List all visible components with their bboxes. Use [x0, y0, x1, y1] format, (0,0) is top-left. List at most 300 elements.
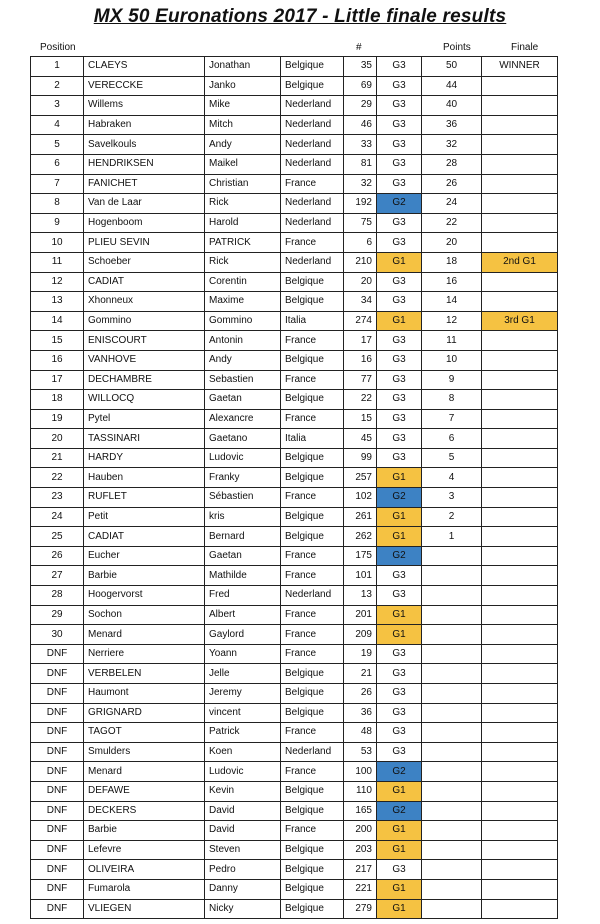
group-cell: G3	[377, 860, 422, 880]
finale-cell	[482, 390, 558, 410]
country-cell: Belgique	[281, 860, 344, 880]
number-cell: 21	[344, 664, 377, 684]
name-cell: VLIEGEN	[84, 899, 205, 919]
group-cell: G1	[377, 311, 422, 331]
finale-cell	[482, 703, 558, 723]
group-cell: G2	[377, 546, 422, 566]
country-cell: Italia	[281, 311, 344, 331]
points-cell: 6	[422, 429, 482, 449]
number-cell: 99	[344, 448, 377, 468]
firstname-cell: Danny	[205, 879, 281, 899]
country-cell: Belgique	[281, 292, 344, 312]
position-cell: 19	[31, 409, 84, 429]
group-cell: G3	[377, 370, 422, 390]
points-cell: 10	[422, 350, 482, 370]
group-cell: G3	[377, 174, 422, 194]
country-cell: Belgique	[281, 664, 344, 684]
firstname-cell: Ludovic	[205, 448, 281, 468]
position-cell: DNF	[31, 879, 84, 899]
country-cell: Nederland	[281, 742, 344, 762]
name-cell: Habraken	[84, 115, 205, 135]
firstname-cell: Nicky	[205, 899, 281, 919]
points-cell	[422, 703, 482, 723]
number-cell: 69	[344, 76, 377, 96]
finale-cell	[482, 762, 558, 782]
group-cell: G1	[377, 625, 422, 645]
group-cell: G3	[377, 213, 422, 233]
finale-cell	[482, 644, 558, 664]
number-cell: 26	[344, 684, 377, 704]
country-cell: Belgique	[281, 840, 344, 860]
country-cell: Nederland	[281, 96, 344, 116]
table-row	[31, 292, 558, 312]
name-cell: DEFAWE	[84, 781, 205, 801]
number-cell: 16	[344, 350, 377, 370]
country-cell: Belgique	[281, 390, 344, 410]
name-cell: CADIAT	[84, 527, 205, 547]
finale-cell	[482, 409, 558, 429]
name-cell: TASSINARI	[84, 429, 205, 449]
points-cell	[422, 605, 482, 625]
points-cell	[422, 586, 482, 606]
name-cell: DECHAMBRE	[84, 370, 205, 390]
points-cell: 14	[422, 292, 482, 312]
name-cell: Smulders	[84, 742, 205, 762]
points-cell: 32	[422, 135, 482, 155]
name-cell: Menard	[84, 762, 205, 782]
group-cell: G3	[377, 272, 422, 292]
finale-cell	[482, 742, 558, 762]
position-cell: 9	[31, 213, 84, 233]
header-position: Position	[40, 42, 76, 53]
number-cell: 6	[344, 233, 377, 253]
finale-cell	[482, 292, 558, 312]
country-cell: Nederland	[281, 115, 344, 135]
number-cell: 279	[344, 899, 377, 919]
position-cell: 14	[31, 311, 84, 331]
group-cell: G3	[377, 644, 422, 664]
group-cell: G3	[377, 96, 422, 116]
country-cell: France	[281, 331, 344, 351]
position-cell: 22	[31, 468, 84, 488]
points-cell	[422, 899, 482, 919]
position-cell: DNF	[31, 762, 84, 782]
country-cell: Belgique	[281, 527, 344, 547]
group-cell: G3	[377, 135, 422, 155]
table-row	[31, 703, 558, 723]
country-cell: Belgique	[281, 448, 344, 468]
firstname-cell: Mitch	[205, 115, 281, 135]
group-cell: G3	[377, 566, 422, 586]
name-cell: CLAEYS	[84, 57, 205, 77]
points-cell: 26	[422, 174, 482, 194]
table-row	[31, 429, 558, 449]
firstname-cell: Pedro	[205, 860, 281, 880]
table-row	[31, 566, 558, 586]
points-cell	[422, 566, 482, 586]
points-cell	[422, 879, 482, 899]
number-cell: 100	[344, 762, 377, 782]
number-cell: 45	[344, 429, 377, 449]
table-row	[31, 840, 558, 860]
name-cell: HENDRIKSEN	[84, 154, 205, 174]
group-cell: G3	[377, 429, 422, 449]
country-cell: France	[281, 605, 344, 625]
finale-cell	[482, 350, 558, 370]
table-row	[31, 625, 558, 645]
finale-cell	[482, 233, 558, 253]
table-row	[31, 194, 558, 214]
firstname-cell: Franky	[205, 468, 281, 488]
firstname-cell: Andy	[205, 350, 281, 370]
group-cell: G3	[377, 57, 422, 77]
table-row	[31, 213, 558, 233]
table-row	[31, 527, 558, 547]
page-title: MX 50 Euronations 2017 - Little finale results	[93, 6, 507, 27]
results-table	[30, 56, 558, 919]
finale-cell	[482, 664, 558, 684]
points-cell	[422, 742, 482, 762]
country-cell: France	[281, 821, 344, 841]
name-cell: WILLOCQ	[84, 390, 205, 410]
points-cell: 24	[422, 194, 482, 214]
points-cell: 11	[422, 331, 482, 351]
points-cell: 4	[422, 468, 482, 488]
group-cell: G1	[377, 821, 422, 841]
finale-cell	[482, 860, 558, 880]
firstname-cell: vincent	[205, 703, 281, 723]
name-cell: DECKERS	[84, 801, 205, 821]
table-row	[31, 781, 558, 801]
position-cell: 15	[31, 331, 84, 351]
position-cell: 13	[31, 292, 84, 312]
header-number: #	[356, 42, 362, 53]
finale-cell: WINNER	[482, 57, 558, 77]
finale-cell	[482, 625, 558, 645]
table-row	[31, 605, 558, 625]
country-cell: Nederland	[281, 194, 344, 214]
table-row	[31, 879, 558, 899]
position-cell: 30	[31, 625, 84, 645]
firstname-cell: Alexancre	[205, 409, 281, 429]
points-cell: 40	[422, 96, 482, 116]
country-cell: Nederland	[281, 154, 344, 174]
points-cell: 50	[422, 57, 482, 77]
finale-cell	[482, 507, 558, 527]
firstname-cell: Gaetan	[205, 390, 281, 410]
table-row	[31, 586, 558, 606]
country-cell: Belgique	[281, 801, 344, 821]
firstname-cell: Bernard	[205, 527, 281, 547]
country-cell: Belgique	[281, 76, 344, 96]
points-cell: 7	[422, 409, 482, 429]
position-cell: DNF	[31, 703, 84, 723]
finale-cell	[482, 821, 558, 841]
table-row	[31, 154, 558, 174]
group-cell: G3	[377, 664, 422, 684]
table-row	[31, 468, 558, 488]
points-cell	[422, 801, 482, 821]
name-cell: Savelkouls	[84, 135, 205, 155]
group-cell: G3	[377, 233, 422, 253]
points-cell	[422, 684, 482, 704]
firstname-cell: Janko	[205, 76, 281, 96]
group-cell: G1	[377, 468, 422, 488]
name-cell: OLIVEIRA	[84, 860, 205, 880]
name-cell: VANHOVE	[84, 350, 205, 370]
name-cell: Haumont	[84, 684, 205, 704]
finale-cell	[482, 448, 558, 468]
finale-cell	[482, 272, 558, 292]
group-cell: G3	[377, 723, 422, 743]
position-cell: 28	[31, 586, 84, 606]
position-cell: 11	[31, 252, 84, 272]
finale-cell	[482, 899, 558, 919]
position-cell: 25	[31, 527, 84, 547]
name-cell: HARDY	[84, 448, 205, 468]
points-cell: 1	[422, 527, 482, 547]
finale-cell: 3rd G1	[482, 311, 558, 331]
firstname-cell: Koen	[205, 742, 281, 762]
name-cell: Lefevre	[84, 840, 205, 860]
firstname-cell: Kevin	[205, 781, 281, 801]
country-cell: Belgique	[281, 703, 344, 723]
firstname-cell: Rick	[205, 252, 281, 272]
number-cell: 22	[344, 390, 377, 410]
position-cell: 21	[31, 448, 84, 468]
number-cell: 201	[344, 605, 377, 625]
table-row	[31, 272, 558, 292]
firstname-cell: Jelle	[205, 664, 281, 684]
points-cell: 3	[422, 488, 482, 508]
group-cell: G2	[377, 762, 422, 782]
firstname-cell: Albert	[205, 605, 281, 625]
table-row	[31, 390, 558, 410]
table-row	[31, 350, 558, 370]
table-row	[31, 76, 558, 96]
name-cell: Schoeber	[84, 252, 205, 272]
number-cell: 29	[344, 96, 377, 116]
number-cell: 19	[344, 644, 377, 664]
table-row	[31, 370, 558, 390]
name-cell: FANICHET	[84, 174, 205, 194]
table-row	[31, 762, 558, 782]
finale-cell	[482, 566, 558, 586]
country-cell: Italia	[281, 429, 344, 449]
firstname-cell: Harold	[205, 213, 281, 233]
number-cell: 34	[344, 292, 377, 312]
name-cell: Hauben	[84, 468, 205, 488]
country-cell: Belgique	[281, 272, 344, 292]
points-cell	[422, 546, 482, 566]
table-row	[31, 96, 558, 116]
finale-cell	[482, 154, 558, 174]
table-row	[31, 174, 558, 194]
name-cell: Petit	[84, 507, 205, 527]
country-cell: Belgique	[281, 57, 344, 77]
table-row	[31, 742, 558, 762]
firstname-cell: Rick	[205, 194, 281, 214]
position-cell: DNF	[31, 664, 84, 684]
position-cell: 8	[31, 194, 84, 214]
table-row	[31, 57, 558, 77]
group-cell: G1	[377, 527, 422, 547]
table-row	[31, 684, 558, 704]
name-cell: Hogenboom	[84, 213, 205, 233]
country-cell: France	[281, 644, 344, 664]
number-cell: 35	[344, 57, 377, 77]
finale-cell	[482, 488, 558, 508]
firstname-cell: Gaetano	[205, 429, 281, 449]
firstname-cell: Andy	[205, 135, 281, 155]
firstname-cell: Sebastien	[205, 370, 281, 390]
points-cell: 2	[422, 507, 482, 527]
position-cell: 26	[31, 546, 84, 566]
name-cell: Fumarola	[84, 879, 205, 899]
group-cell: G3	[377, 154, 422, 174]
group-cell: G1	[377, 879, 422, 899]
firstname-cell: Mike	[205, 96, 281, 116]
firstname-cell: Ludovic	[205, 762, 281, 782]
group-cell: G3	[377, 448, 422, 468]
number-cell: 48	[344, 723, 377, 743]
position-cell: 17	[31, 370, 84, 390]
position-cell: DNF	[31, 821, 84, 841]
group-cell: G2	[377, 488, 422, 508]
table-row	[31, 546, 558, 566]
name-cell: Barbie	[84, 566, 205, 586]
points-cell	[422, 664, 482, 684]
firstname-cell: Fred	[205, 586, 281, 606]
number-cell: 209	[344, 625, 377, 645]
finale-cell	[482, 605, 558, 625]
points-cell	[422, 781, 482, 801]
firstname-cell: Jonathan	[205, 57, 281, 77]
country-cell: Nederland	[281, 213, 344, 233]
number-cell: 102	[344, 488, 377, 508]
number-cell: 77	[344, 370, 377, 390]
name-cell: TAGOT	[84, 723, 205, 743]
firstname-cell: Jeremy	[205, 684, 281, 704]
number-cell: 101	[344, 566, 377, 586]
finale-cell	[482, 527, 558, 547]
points-cell	[422, 762, 482, 782]
number-cell: 274	[344, 311, 377, 331]
firstname-cell: Christian	[205, 174, 281, 194]
name-cell: Menard	[84, 625, 205, 645]
number-cell: 13	[344, 586, 377, 606]
country-cell: France	[281, 409, 344, 429]
name-cell: Nerriere	[84, 644, 205, 664]
number-cell: 17	[344, 331, 377, 351]
group-cell: G1	[377, 507, 422, 527]
group-cell: G3	[377, 76, 422, 96]
table-row	[31, 644, 558, 664]
position-cell: 6	[31, 154, 84, 174]
country-cell: France	[281, 174, 344, 194]
group-cell: G3	[377, 703, 422, 723]
country-cell: France	[281, 546, 344, 566]
country-cell: France	[281, 370, 344, 390]
finale-cell	[482, 174, 558, 194]
number-cell: 261	[344, 507, 377, 527]
finale-cell	[482, 546, 558, 566]
number-cell: 257	[344, 468, 377, 488]
group-cell: G3	[377, 586, 422, 606]
position-cell: DNF	[31, 840, 84, 860]
firstname-cell: Antonin	[205, 331, 281, 351]
position-cell: DNF	[31, 860, 84, 880]
position-cell: DNF	[31, 742, 84, 762]
number-cell: 217	[344, 860, 377, 880]
points-cell: 18	[422, 252, 482, 272]
group-cell: G2	[377, 801, 422, 821]
position-cell: 5	[31, 135, 84, 155]
firstname-cell: Steven	[205, 840, 281, 860]
finale-cell	[482, 213, 558, 233]
firstname-cell: Maxime	[205, 292, 281, 312]
table-row	[31, 899, 558, 919]
number-cell: 20	[344, 272, 377, 292]
table-row	[31, 860, 558, 880]
points-cell: 5	[422, 448, 482, 468]
position-cell: DNF	[31, 801, 84, 821]
name-cell: Hoogervorst	[84, 586, 205, 606]
group-cell: G1	[377, 605, 422, 625]
country-cell: Belgique	[281, 684, 344, 704]
name-cell: CADIAT	[84, 272, 205, 292]
country-cell: France	[281, 762, 344, 782]
firstname-cell: Mathilde	[205, 566, 281, 586]
country-cell: Belgique	[281, 781, 344, 801]
position-cell: DNF	[31, 644, 84, 664]
finale-cell	[482, 723, 558, 743]
firstname-cell: David	[205, 821, 281, 841]
name-cell: Barbie	[84, 821, 205, 841]
position-cell: 2	[31, 76, 84, 96]
number-cell: 53	[344, 742, 377, 762]
points-cell: 22	[422, 213, 482, 233]
country-cell: Belgique	[281, 879, 344, 899]
finale-cell	[482, 135, 558, 155]
firstname-cell: Gaetan	[205, 546, 281, 566]
finale-cell	[482, 194, 558, 214]
name-cell: Gommino	[84, 311, 205, 331]
country-cell: France	[281, 488, 344, 508]
table-row	[31, 115, 558, 135]
country-cell: Nederland	[281, 135, 344, 155]
position-cell: DNF	[31, 723, 84, 743]
header-points: Points	[443, 42, 471, 53]
finale-cell	[482, 429, 558, 449]
group-cell: G3	[377, 115, 422, 135]
table-row	[31, 135, 558, 155]
finale-cell	[482, 586, 558, 606]
number-cell: 36	[344, 703, 377, 723]
firstname-cell: Gommino	[205, 311, 281, 331]
name-cell: RUFLET	[84, 488, 205, 508]
points-cell	[422, 625, 482, 645]
position-cell: 3	[31, 96, 84, 116]
firstname-cell: David	[205, 801, 281, 821]
finale-cell	[482, 76, 558, 96]
finale-cell	[482, 468, 558, 488]
number-cell: 46	[344, 115, 377, 135]
table-row	[31, 311, 558, 331]
group-cell: G3	[377, 350, 422, 370]
position-cell: 4	[31, 115, 84, 135]
name-cell: VERBELEN	[84, 664, 205, 684]
